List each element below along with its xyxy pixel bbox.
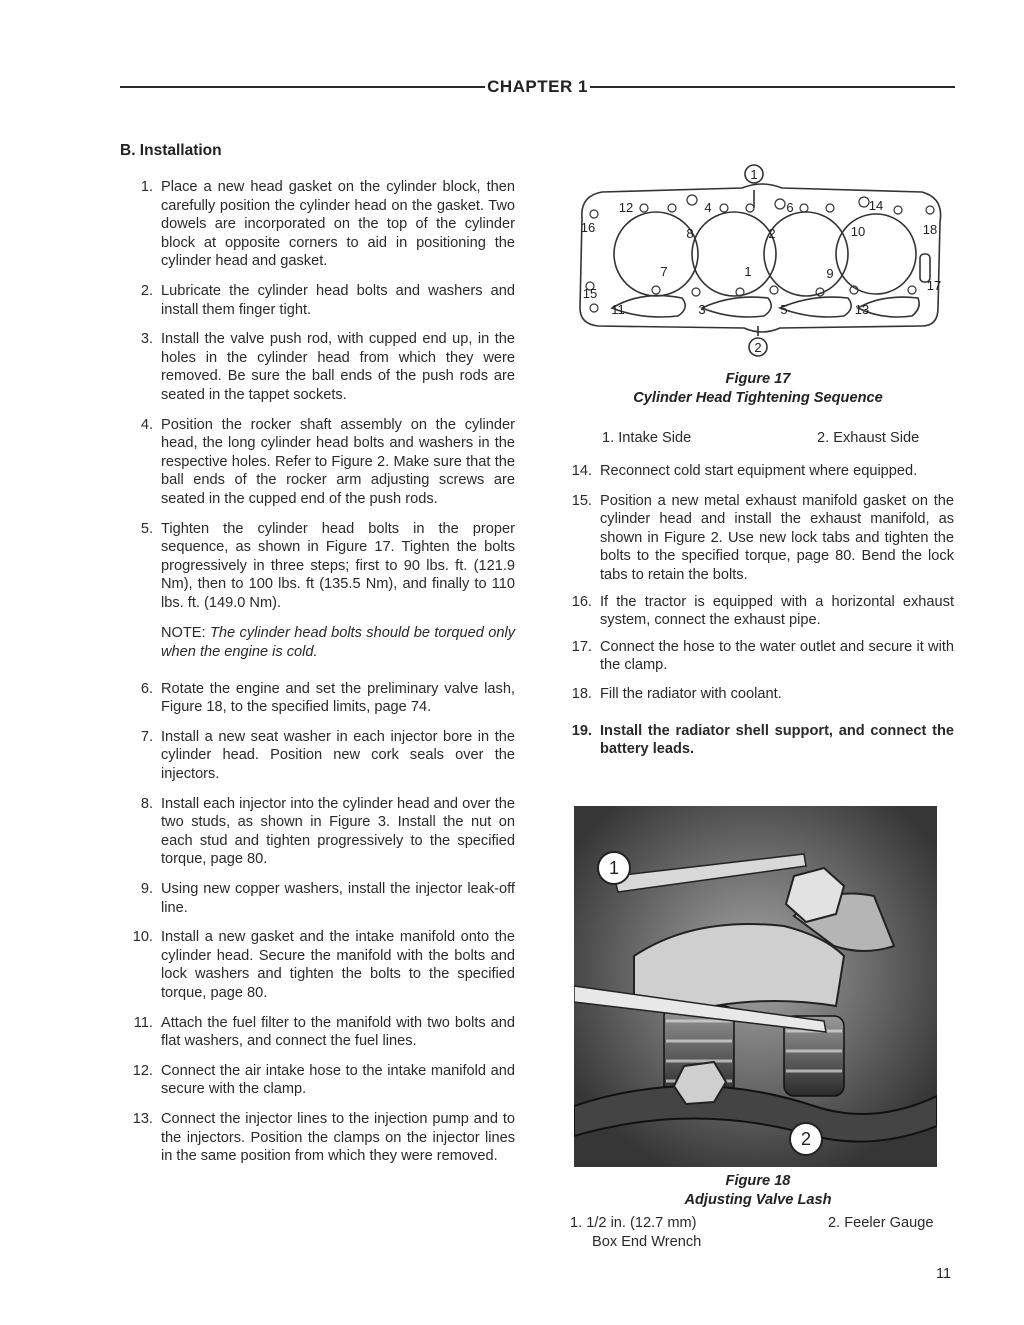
bolt-number: 4 (704, 200, 712, 215)
bolt-number: 1 (744, 264, 752, 279)
figure-18-caption (562, 1172, 954, 1210)
step-2 (120, 282, 515, 319)
step-number: 2. (140, 282, 153, 299)
step-text: Attach the fuel filter to the manifold with two bolts and flat washers, and connect the fuel lines. (161, 1014, 515, 1050)
page-number: 11 (936, 1266, 952, 1282)
step-number: 16. (571, 593, 592, 610)
step-number: 12. (132, 1062, 153, 1079)
note (161, 624, 515, 661)
step-number: 11. (133, 1014, 153, 1031)
right-column (562, 462, 954, 770)
step-number: 3. (140, 331, 153, 348)
step-5 (120, 520, 515, 613)
step-number: 8. (140, 795, 153, 812)
step-9 (120, 880, 515, 917)
bolt-number: 9 (826, 266, 834, 281)
legend-wrench-size: 1. 1/2 in. (12.7 mm) (570, 1215, 697, 1231)
step-text: Connect the hose to the water outlet and secure it with the clamp. (600, 638, 954, 674)
step-number: 13. (132, 1110, 153, 1127)
gasket-outline (580, 184, 941, 332)
step-number: 15. (571, 492, 592, 509)
figure-17-caption (562, 370, 954, 408)
photo-callout-1: 1 (608, 858, 620, 878)
header-rule-left (120, 86, 485, 88)
port-opening (780, 297, 851, 317)
figure-17-label: Figure 17 (725, 371, 791, 387)
step-6 (120, 680, 515, 717)
step-3 (120, 330, 515, 404)
step-17 (562, 638, 954, 675)
bolt-number: 17 (926, 278, 942, 293)
left-column (120, 178, 515, 1177)
callout-1: 1 (750, 167, 758, 182)
step-7 (120, 728, 515, 784)
step-text: Tighten the cylinder head bolts in the proper sequence, as shown in Figure 17. Tighten the bolts progressively in three steps; first to 90 lbs. ft. (121.9 Nm), then to 100 lbs. ft (135.5 Nm), and finally to 110 lbs. ft. (149.0 Nm). (161, 520, 515, 611)
step-number: 17. (571, 638, 592, 655)
step-1 (120, 178, 515, 271)
callout-2: 2 (754, 340, 762, 355)
step-number: 19. (571, 722, 592, 739)
step-15 (562, 492, 954, 585)
step-number: 1. (140, 179, 153, 195)
bolt-number: 6 (786, 200, 794, 215)
step-text: Install the radiator shell support, and connect the battery leads. (600, 722, 954, 758)
bolt-number: 7 (660, 264, 668, 279)
photo-callout-2: 2 (800, 1129, 812, 1149)
step-number: 10. (132, 929, 153, 946)
note-label: NOTE: (161, 625, 206, 642)
step-18 (562, 685, 954, 704)
legend-intake-side: 1. Intake Side (602, 430, 692, 446)
bolt-number: 10 (850, 224, 866, 239)
bolt-number: 16 (580, 220, 596, 235)
bolt-number: 5 (780, 302, 788, 317)
step-12 (120, 1062, 515, 1099)
step-number: 7. (140, 728, 153, 745)
bolt-number: 8 (686, 226, 694, 241)
step-number: 9. (140, 881, 153, 897)
bolt-number: 2 (768, 226, 776, 241)
note-text: The cylinder head bolts should be torqued only when the engine is cold. (161, 625, 515, 661)
bolt-number: 14 (868, 198, 884, 213)
chapter-title: CHAPTER 1 (487, 77, 588, 96)
step-text: Connect the injector lines to the injection pump and to the injectors. Position the clamps on the injector lines in the same position from which they were removed. (161, 1110, 515, 1165)
figure-18-label: Figure 18 (725, 1173, 791, 1189)
step-number: 18. (571, 685, 592, 702)
step-text: Using new copper washers, install the injector leak-off line. (161, 881, 515, 916)
step-text: Install each injector into the cylinder head and over the two studs, as shown in Figure 3. Install the nut on each stud and tighten progressively to the specified torque, page 80. (161, 795, 515, 868)
step-text: If the tractor is equipped with a horizontal exhaust system, connect the exhaust pipe. (600, 593, 954, 629)
step-number: 14. (571, 463, 592, 479)
step-16 (562, 593, 954, 630)
chapter-header (120, 74, 955, 100)
header-rule-right (590, 86, 955, 88)
section-title: B. Installation (120, 142, 222, 159)
legend-feeler-gauge: 2. Feeler Gauge (828, 1215, 934, 1231)
bolt-number: 3 (698, 302, 706, 317)
step-10 (120, 928, 515, 1002)
figure-18-photo (574, 806, 937, 1167)
bolt-number: 15 (582, 286, 598, 301)
step-19 (562, 722, 954, 759)
step-4 (120, 416, 515, 509)
step-13 (120, 1110, 515, 1166)
step-text: Position the rocker shaft assembly on the cylinder head, the long cylinder head bolts and washers in the respective holes. Refer to Figure 2. Make sure that the ball ends of the rocker arm adjusting screws are seated in the cupped end of the push rods. (161, 416, 515, 507)
legend-wrench-type: Box End Wrench (592, 1234, 702, 1250)
step-14 (562, 462, 954, 481)
step-11 (120, 1014, 515, 1051)
bolt-number: 13 (854, 302, 870, 317)
step-text: Rotate the engine and set the preliminary valve lash, Figure 18, to the specified limits, page 74. (161, 680, 515, 716)
cylinder-bore (614, 212, 698, 296)
bolt-number: 11 (611, 302, 625, 317)
step-text: Install the valve push rod, with cupped end up, in the holes in the cylinder head from which they were removed. Be sure the ball ends of the push rods are seated in the tappet sockets. (161, 331, 515, 403)
figure-18-title: Adjusting Valve Lash (684, 1192, 832, 1208)
step-text: Fill the radiator with coolant. (600, 685, 782, 702)
figure-17-gasket-diagram (572, 158, 948, 368)
step-text: Connect the air intake hose to the intake manifold and secure with the clamp. (161, 1062, 515, 1098)
step-number: 5. (140, 520, 153, 537)
port-opening (702, 297, 771, 317)
step-text: Install a new seat washer in each injector bore in the cylinder head. Position new cork seals over the injectors. (161, 728, 515, 783)
step-text: Reconnect cold start equipment where equipped. (600, 463, 918, 479)
step-text: Lubricate the cylinder head bolts and washers and install them finger tight. (161, 282, 515, 318)
step-number: 4. (140, 416, 153, 433)
bolt-number: 12 (618, 200, 634, 215)
figure-17-title: Cylinder Head Tightening Sequence (633, 390, 883, 406)
step-8 (120, 795, 515, 869)
step-text: Position a new metal exhaust manifold gasket on the cylinder head and install the exhaust manifold, as shown in Figure 2. Use new lock tabs and tighten the bolts to the specified torque, page 80. Bend the lock tabs to retain the bolts. (600, 492, 954, 583)
legend-exhaust-side: 2. Exhaust Side (817, 430, 920, 446)
bolt-number: 18 (922, 222, 938, 237)
step-number: 6. (140, 680, 153, 697)
step-text: Install a new gasket and the intake manifold onto the cylinder head. Secure the manifold with the bolts and lock washers and tighten the bolts to the specified torque, page 80. (161, 929, 515, 1001)
step-text: Place a new head gasket on the cylinder block, then carefully position the cylinder head on the gasket. Two dowels are incorporated on the top of the cylinder block at opposite corners to aid in positioning the cylinder head and gasket. (161, 179, 515, 270)
